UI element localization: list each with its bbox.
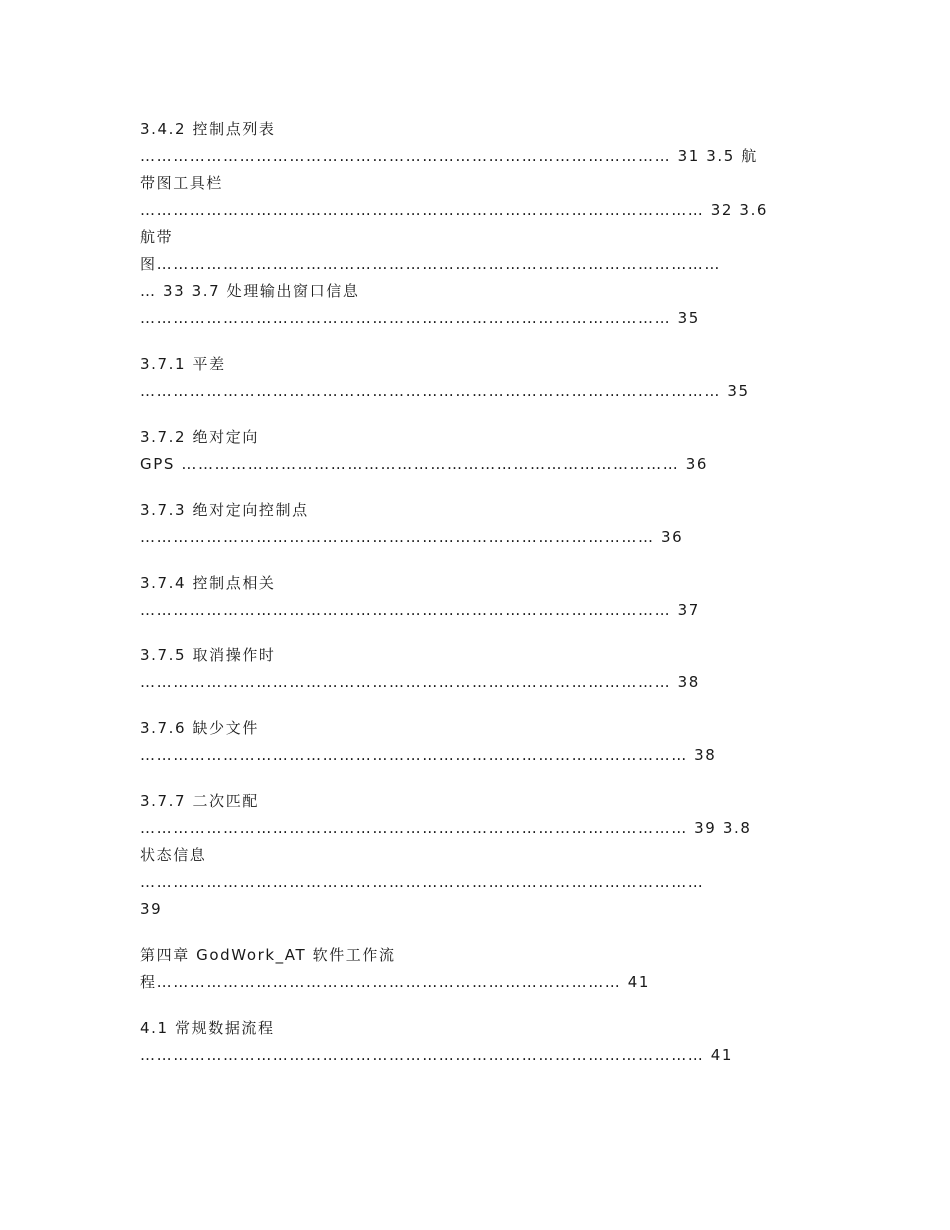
toc-entry-3-7-2-leader: GPS ……………………………………………………………………………… 36 (140, 455, 709, 473)
toc-leader-32: ………………………………………………………………………………………… 32 3.6 (140, 201, 769, 219)
toc-entry-3-7-2-title: 3.7.2 绝对定向 (140, 428, 259, 446)
toc-entry-4-1-title: 4.1 常规数据流程 (140, 1019, 275, 1037)
toc-entry-3-7-5-title: 3.7.5 取消操作时 (140, 646, 276, 664)
toc-entry-3-7-title: … 33 3.7 处理输出窗口信息 (140, 282, 360, 300)
toc-entry-3-8-leader: ………………………………………………………………………………………… (140, 873, 705, 891)
toc-entry-3-7-1-leader: …………………………………………………………………………………………… 35 (140, 382, 750, 400)
toc-entry-3-7-4-leader: …………………………………………………………………………………… 37 (140, 601, 700, 619)
toc-entry-3-7-3-title: 3.7.3 绝对定向控制点 (140, 501, 309, 519)
toc-entry-3-5-title: 带图工具栏 (140, 174, 224, 192)
toc-entry-3-7-7-title: 3.7.7 二次匹配 (140, 792, 259, 810)
toc-entry-3-7-1-title: 3.7.1 平差 (140, 355, 226, 373)
toc-entry-3-8-title: 状态信息 (140, 846, 207, 864)
toc-entry-4-1-leader: ………………………………………………………………………………………… 41 (140, 1046, 734, 1064)
toc-entry-3-4-2-title: 3.4.2 控制点列表 (140, 120, 276, 138)
toc-entry-3-6-title: 航带 (140, 228, 174, 246)
toc-entry-3-7-4-title: 3.7.4 控制点相关 (140, 574, 276, 592)
toc-entry-3-7-3-leader: ………………………………………………………………………………… 36 (140, 528, 684, 546)
toc-entry-3-7-5-leader: …………………………………………………………………………………… 38 (140, 673, 700, 691)
toc-entry-3-7-6-leader: ……………………………………………………………………………………… 38 (140, 746, 717, 764)
toc-entry-3-7-7-leader: ……………………………………………………………………………………… 39 3.8 (140, 819, 752, 837)
toc-entry-3-7-6-title: 3.7.6 缺少文件 (140, 719, 259, 737)
toc-leader-31: …………………………………………………………………………………… 31 3.5 航 (140, 147, 758, 165)
toc-leader-35: …………………………………………………………………………………… 35 (140, 309, 700, 327)
toc-entry-chapter-4-title: 第四章 GodWork_AT 软件工作流 (140, 946, 396, 964)
toc-entry-chapter-4-leader: 程………………………………………………………………………… 41 (140, 973, 651, 991)
toc-entry-3-8-page: 39 (140, 900, 163, 918)
toc-entry-3-6-leader: 图………………………………………………………………………………………… (140, 255, 721, 273)
